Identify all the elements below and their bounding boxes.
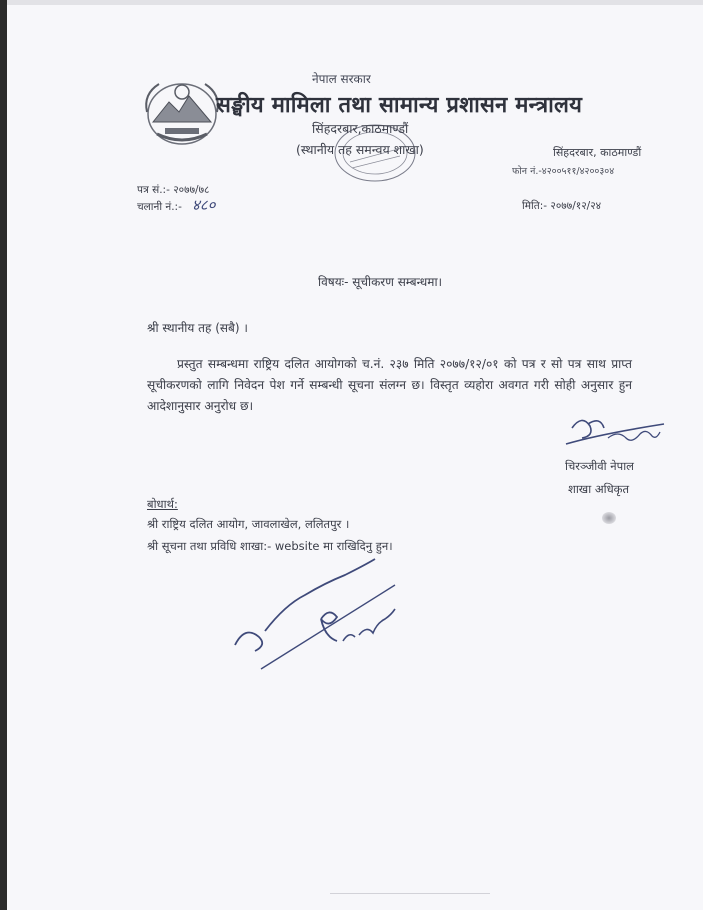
body-paragraph: प्रस्तुत सम्बन्धमा राष्ट्रिय दलित आयोगको च.नं. २३७ मिति २०७७/१२/०१ को पत्र र सो पत्र साथ प्राप्त सूचीकरणको लागि निवेदन पेश गर्ने सम्बन्धी सूचना संलग्न छ। विस्तृत व्यहोरा अवगत गरी सोही अनुसार हुन आदेशानुसार अनुरोध छ।: [147, 357, 632, 413]
signer-name: चिरञ्जीवी नेपाल: [565, 459, 634, 473]
branch-name: (स्थानीय तह समन्वय शाखा): [296, 142, 424, 157]
cc-label: बोधार्थ:: [147, 497, 178, 511]
subject-line: विषयः- सूचीकरण सम्बन्धमा।: [318, 275, 443, 289]
right-location: सिंहदरबार, काठमाण्डौं: [553, 146, 642, 159]
scan-top-edge: [7, 0, 703, 5]
phone-numbers: फोन नं.-४२००५११/४२००३०४: [512, 166, 615, 177]
office-location: सिंहदरबार,काठमाण्डौं: [312, 121, 409, 136]
letter-number: पत्र सं.:- २०७७/७८: [137, 184, 210, 196]
ministry-title: सङ्घीय मामिला तथा सामान्य प्रशासन मन्त्रालय: [216, 93, 583, 118]
nepal-emblem-icon: [139, 72, 225, 150]
handwritten-note-icon: [225, 545, 415, 675]
dispatch-number: ४८०: [192, 196, 216, 214]
letter-date: मिति:- २०७७/१२/२४: [522, 200, 602, 212]
dispatch-label: चलानी नं.:-: [137, 201, 182, 213]
cc-item: श्री राष्ट्रिय दलित आयोग, जावलाखेल, ललितपुर ।: [147, 517, 350, 531]
addressee: श्री स्थानीय तह (सबै) ।: [147, 321, 248, 335]
cc-item: श्री सूचना तथा प्रविधि शाखा:- website मा राखिदिनु हुन।: [147, 539, 393, 553]
signature-icon: [560, 408, 670, 458]
government-name: नेपाल सरकार: [312, 72, 371, 86]
ink-smudge: [602, 512, 616, 524]
signer-title: शाखा अधिकृत: [568, 482, 630, 496]
bottom-rule: [330, 893, 490, 894]
scan-edge: [0, 0, 7, 910]
